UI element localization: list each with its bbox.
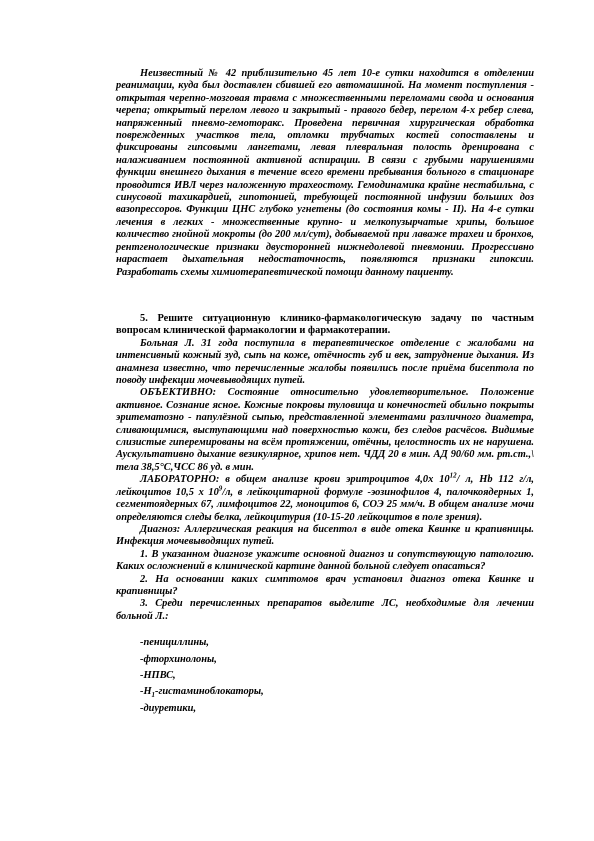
patient-intro-paragraph: Больная Л. 31 года поступила в терапевтическое отделение с жалобами на интенсивный кожный зуд, сыпь на коже, отёчность губ и век, затруднение дыхания. Из анамнеза известно, что перечисленные жалобы появились после приёма бисептола по поводу инфекции мочевыводящих путей. bbox=[116, 337, 534, 387]
objective-paragraph: ОБЪЕКТИВНО: Состояние относительно удовлетворительное. Положение активное. Сознание ясное. Кожные покровы туловища и конечностей обильно покрыты эритематозно - папулёзной сыпью, представленной элементами различного диаметра, сливающимися, выступающими над поверхностью кожи, без следов расчёсов. Видимые слизистые гиперемированы на всём протяжении, отёчны, целостность их не нарушена. Аускультативно дыхание везикулярное, хрипов нет. ЧДД 20 в мин. АД 90/60 мм. рт.ст.,\ тела 38,5°С,ЧСС 86 уд. в мин. bbox=[116, 387, 534, 473]
task-5-block bbox=[116, 313, 534, 717]
question-3: 3. Среди перечисленных препаратов выделите ЛС, необходимые для лечении больной Л.: bbox=[116, 598, 534, 622]
lab-text-part-1: ЛАБОРАТОРНО: в общем анализе крови эритроцитов 4,0х 10 bbox=[140, 474, 450, 486]
lab-exponent-1: 12 bbox=[449, 471, 457, 480]
laboratory-paragraph bbox=[116, 471, 534, 524]
drug-4-subscript: 1 bbox=[151, 691, 156, 700]
lab-text-part-2: / л, Hb 112 г/л, лейкоцитов 10,5 х 10 bbox=[116, 474, 534, 498]
drug-4-prefix: -Н bbox=[140, 686, 152, 698]
drug-list-item: -НПВС, bbox=[140, 669, 176, 681]
diagnosis-paragraph: Диагноз: Аллергическая реакция на бисептол в виде отека Квинке и крапивницы. Инфекция мочевыводящих путей. bbox=[116, 523, 534, 548]
lab-text-part-3: /л, в лейкоцитарной формуле -эозинофилов 4, палочкоядерных 1, сегментоядерных 67, лимфоцитов 22, моноцитов 6, СОЭ 25 мм/ч. В общем анализе мочи определяются следы белка, лейкоцитурия (10-15-20 лейкоцитов в поле зрения). bbox=[116, 486, 534, 523]
drug-list-item: -диуретики, bbox=[140, 702, 197, 714]
drug-list-item: -фторхинолоны, bbox=[140, 653, 217, 665]
case-1-paragraph: Неизвестный № 42 приблизительно 45 лет 10-е сутки находится в отделении реанимации, куда был доставлен сбившей его автомашиной. На момент поступления - открытая черепно-мозговая травма с множественными переломами свода и основания черепа; открытый перелом левого и закрытый - правого бедер, перелом 4-х ребер слева, напряженный пневмо-гемоторакс. Проведена первичная хирургическая обработка поврежденных участков тела, отломки трубчатых костей сопоставлены и фиксированы гипсовыми лангетами, левая плевральная полость дренирована с налаживанием постоянной активной аспирации. В связи с грубыми нарушениями функции внешнего дыхания в течение всего времени пребывания больного в стационаре проводится ИВЛ через наложенную трахеостому. Гемодинамика крайне нестабильна, с синусовой тахикардией, гипотонией, требующей постоянной инфузии больших доз вазопрессоров. Функции ЦНС глубоко угнетены (до состояния комы - II). На 4-е сутки лечения в легких - множественные крупно- и мелкопузырчатые хрипы, большое количество гнойной мокроты (до 200 мл/сут), добываемой при лаваже трахеи и бронхов, рентгенологические признаки двусторонней нижнедолевой пневмонии. Прогрессивно нарастает дыхательная недостаточность, появляются признаки гипоксии. Разработать схемы химиотерапевтической помощи данному пациенту. bbox=[116, 68, 534, 278]
drug-list-item bbox=[140, 684, 534, 700]
drug-list bbox=[116, 635, 534, 717]
lab-exponent-2: 9 bbox=[218, 484, 223, 493]
drug-list-item: -пенициллины, bbox=[140, 637, 209, 649]
task-5-heading: 5. Решите ситуационную клинико-фармакологическую задачу по частным вопросам клинической фармакологии и фармакотерапии. bbox=[116, 313, 534, 337]
question-2: 2. На основании каких симптомов врач установил диагноз отека Квинке и крапивницы? bbox=[116, 573, 534, 597]
case-description-block bbox=[116, 68, 534, 279]
question-1: 1. В указанном диагнозе укажите основной диагноз и сопутствующую патологию. Каких осложнений в клинической картине данной больной следует опасаться? bbox=[116, 548, 534, 573]
drug-4-suffix: -гистаминоблокаторы, bbox=[155, 686, 264, 698]
